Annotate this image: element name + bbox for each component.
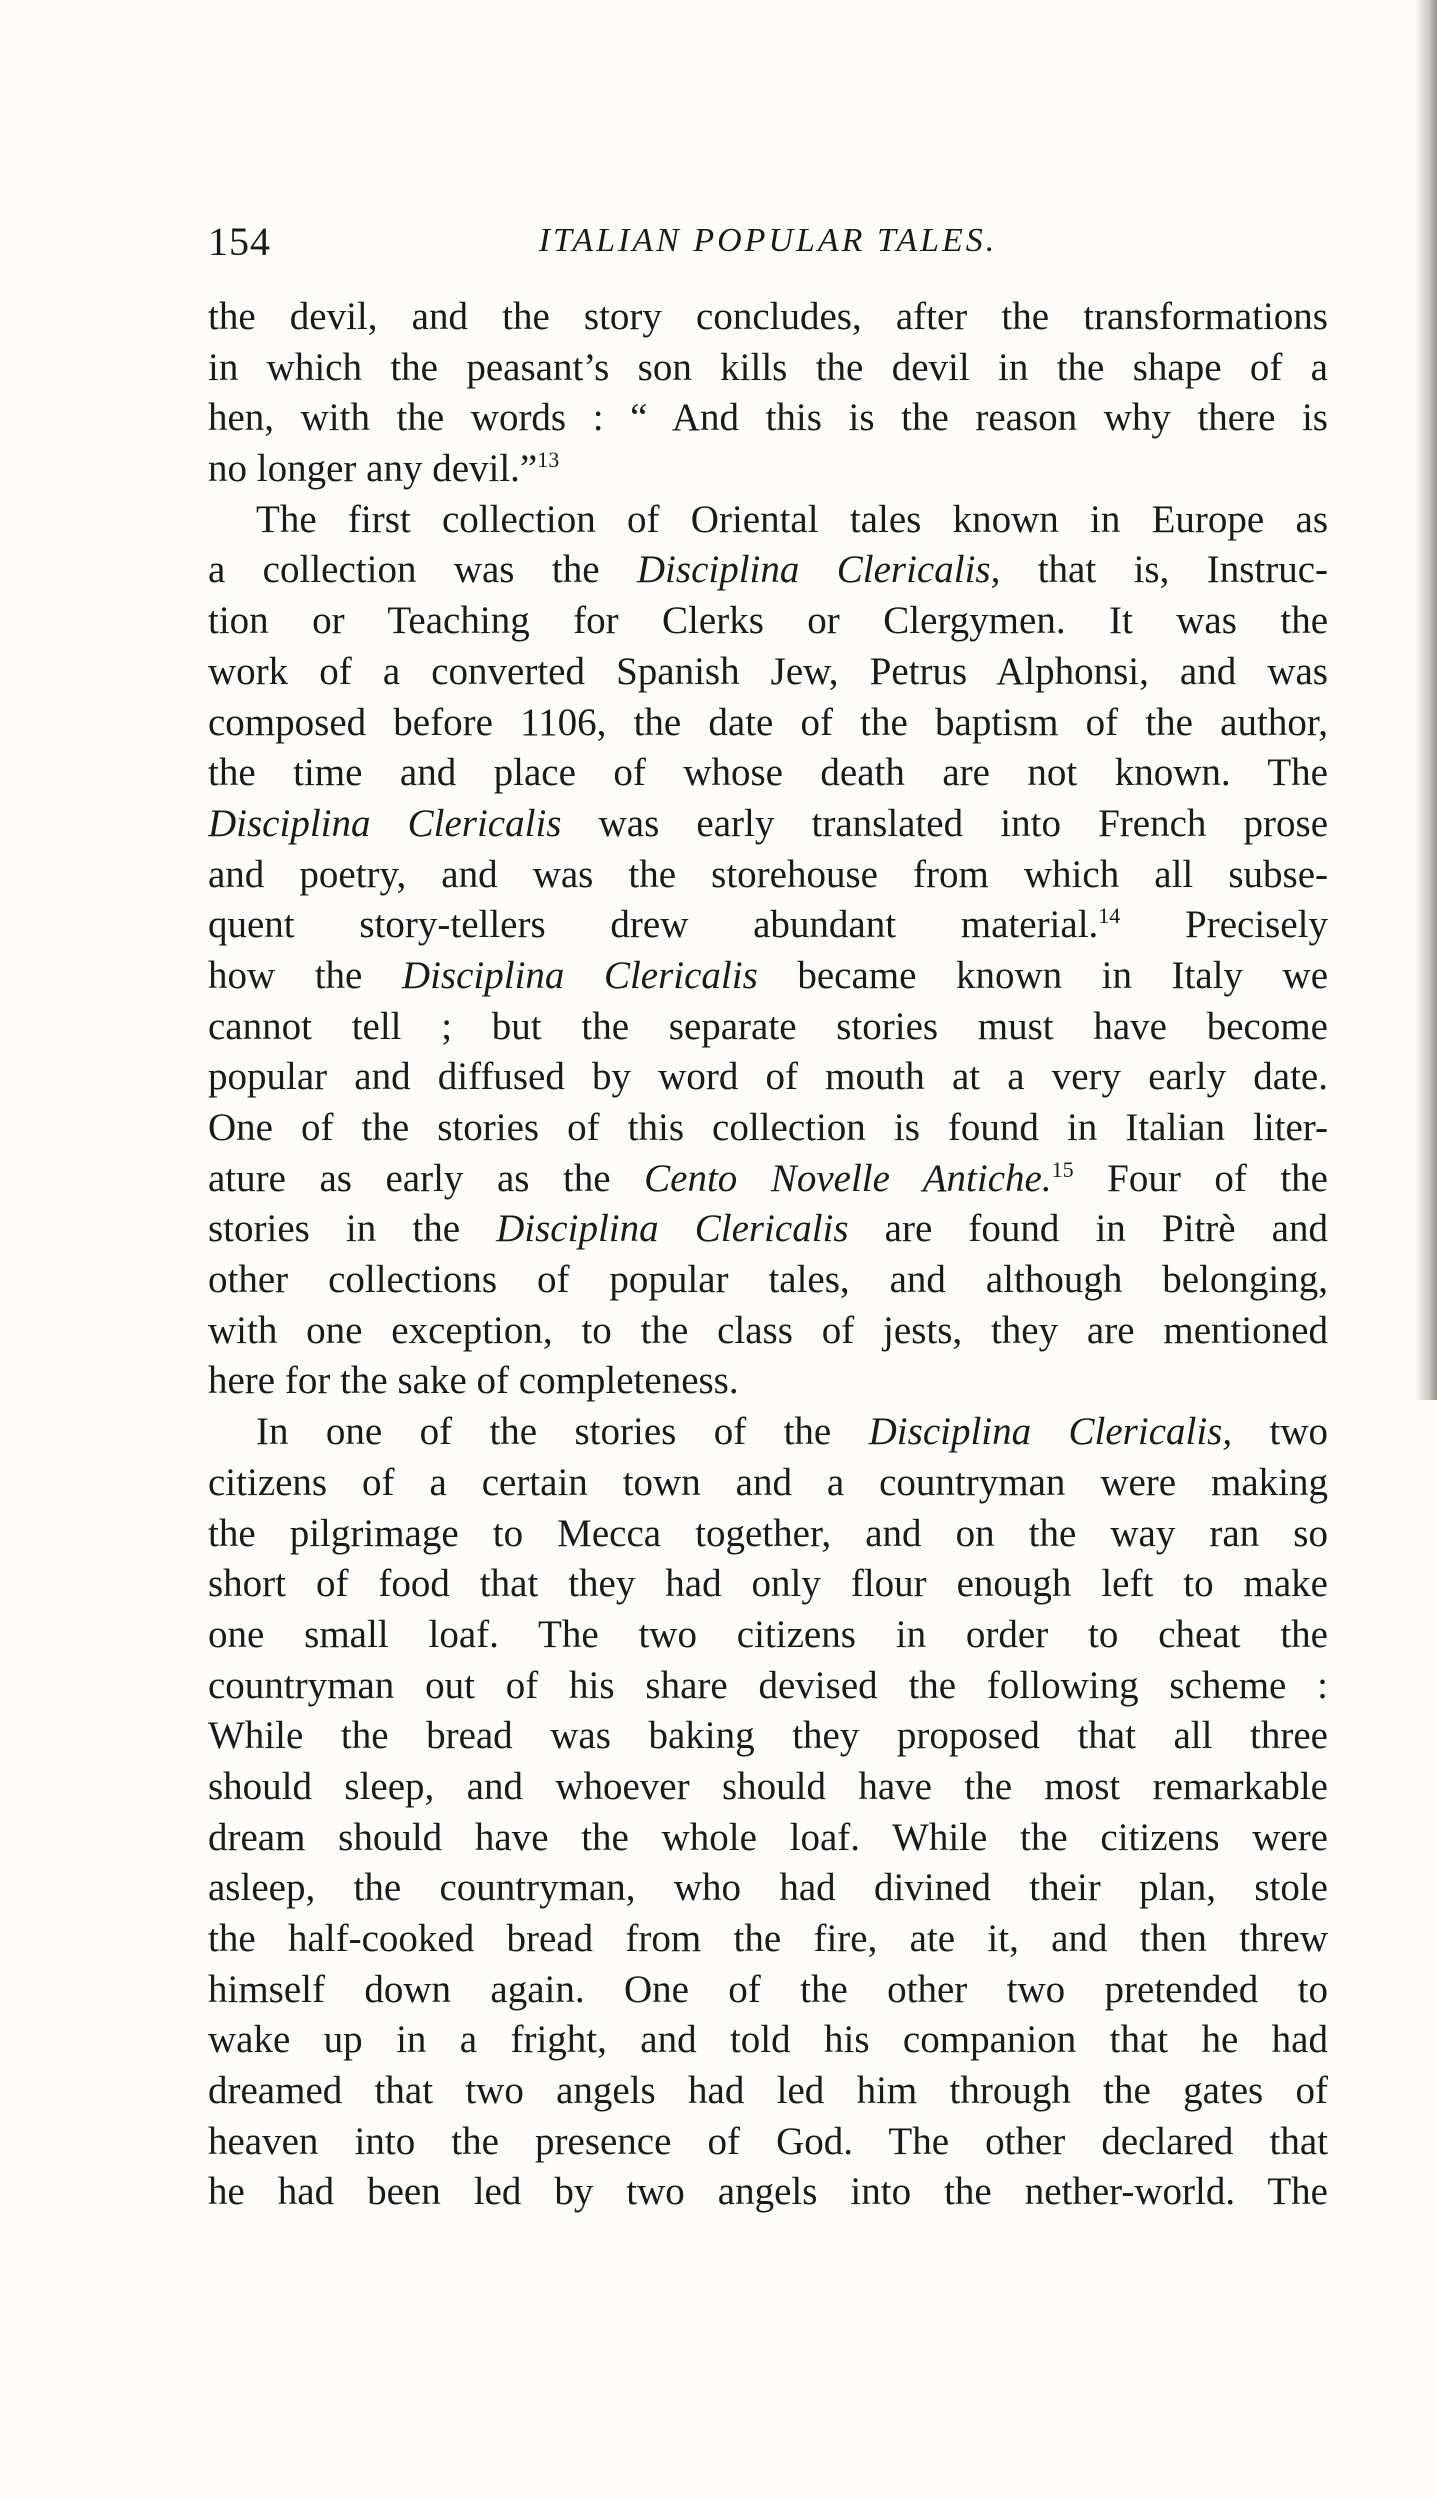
line-text: The first collection of Oriental tales known in Europe as bbox=[256, 497, 1328, 541]
line-text: heaven into the presence of God. The other declared that bbox=[208, 2119, 1328, 2163]
line-text-end: was early translated into French prose bbox=[561, 801, 1328, 845]
footnote-marker: 13 bbox=[537, 447, 560, 473]
text-line bbox=[208, 545, 1328, 596]
running-title: ITALIAN POPULAR TALES. bbox=[538, 222, 998, 259]
footnote-marker: 15 bbox=[1051, 1156, 1074, 1182]
text-line bbox=[208, 951, 1328, 1002]
line-text-start: ature as early as the bbox=[208, 1156, 645, 1200]
text-line bbox=[208, 1154, 1328, 1205]
text-line bbox=[208, 393, 1328, 444]
text-line bbox=[208, 444, 1328, 495]
line-text-end: that is, Instruc- bbox=[1000, 548, 1328, 592]
line-text-end: Precisely bbox=[1120, 903, 1328, 947]
line-text: tion or Teaching for Clerks or Clergymen. It was the bbox=[208, 599, 1328, 643]
line-text: with one exception, to the class of jests, they are mentioned bbox=[208, 1308, 1328, 1352]
line-text-end: are found in Pitrè and bbox=[848, 1207, 1328, 1251]
text-line bbox=[208, 1509, 1328, 1560]
text-line bbox=[208, 1965, 1328, 2016]
line-text: cannot tell ; but the separate stories must have become bbox=[208, 1004, 1328, 1048]
line-text: one small loaf. The two citizens in order to cheat the bbox=[208, 1612, 1328, 1656]
text-line bbox=[208, 1204, 1328, 1255]
line-text: himself down again. One of the other two pretended to bbox=[208, 1967, 1328, 2011]
text-line bbox=[208, 698, 1328, 749]
page-header bbox=[208, 218, 1328, 278]
text-line bbox=[208, 1002, 1328, 1053]
text-line bbox=[208, 343, 1328, 394]
italic-title: Disciplina Clericalis bbox=[401, 953, 758, 997]
body-text bbox=[208, 292, 1328, 2218]
text-line bbox=[208, 2066, 1328, 2117]
line-text: he had been led by two angels into the nether-world. The bbox=[208, 2170, 1328, 2214]
text-line bbox=[208, 1914, 1328, 1965]
text-line bbox=[208, 1762, 1328, 1813]
line-text-start: quent story-tellers drew abundant material. bbox=[208, 903, 1099, 947]
text-line bbox=[208, 495, 1328, 546]
line-text: in which the peasant’s son kills the devil in the shape of a bbox=[208, 345, 1328, 389]
line-text: composed before 1106, the date of the baptism of the author, bbox=[208, 700, 1328, 744]
line-text: the devil, and the story concludes, after the transformations bbox=[208, 295, 1328, 338]
italic-title: Disciplina Clericalis, bbox=[868, 1410, 1233, 1454]
line-text-start: a collection was the bbox=[208, 548, 637, 592]
line-text: One of the stories of this collection is found in Italian liter- bbox=[208, 1106, 1328, 1149]
text-line bbox=[208, 900, 1328, 951]
page-edge-shadow bbox=[1415, 0, 1437, 1400]
text-line bbox=[208, 1610, 1328, 1661]
line-text-end: two bbox=[1232, 1410, 1328, 1454]
line-text: other collections of popular tales, and although belonging, bbox=[208, 1258, 1328, 1302]
text-line bbox=[208, 1407, 1328, 1458]
footnote-marker: 14 bbox=[1098, 903, 1121, 929]
line-text: work of a converted Spanish Jew, Petrus Alphonsi, and was bbox=[208, 649, 1328, 693]
italic-title: Disciplina Clericalis bbox=[496, 1207, 849, 1251]
line-text: the pilgrimage to Mecca together, and on the way ran so bbox=[208, 1511, 1328, 1555]
line-text: popular and diffused by word of mouth at a very early date. bbox=[208, 1055, 1328, 1099]
line-text-end: became known in Italy we bbox=[757, 953, 1328, 997]
italic-title: Disciplina Clericalis, bbox=[636, 548, 1001, 592]
text-line bbox=[208, 850, 1328, 901]
line-text-end: Four of the bbox=[1073, 1156, 1328, 1200]
text-line bbox=[208, 292, 1328, 343]
text-line bbox=[208, 1559, 1328, 1610]
line-text-start: In one of the stories of the bbox=[256, 1410, 869, 1454]
line-text: dreamed that two angels had led him through the gates of bbox=[208, 2069, 1328, 2113]
text-line bbox=[208, 1103, 1328, 1154]
line-text: hen, with the words : “ And this is the reason why there is bbox=[208, 396, 1328, 440]
italic-title: Disciplina Clericalis bbox=[208, 801, 562, 845]
text-line bbox=[208, 1863, 1328, 1914]
line-text: and poetry, and was the storehouse from which all subse- bbox=[208, 852, 1328, 896]
line-text: short of food that they had only flour enough left to make bbox=[208, 1562, 1328, 1606]
line-text: no longer any devil.” bbox=[208, 447, 538, 491]
text-line bbox=[208, 1255, 1328, 1306]
line-text: dream should have the whole loaf. While the citizens were bbox=[208, 1815, 1328, 1859]
text-line bbox=[208, 748, 1328, 799]
line-text: citizens of a certain town and a countryman were making bbox=[208, 1460, 1328, 1504]
text-line bbox=[208, 1052, 1328, 1103]
text-line bbox=[208, 1661, 1328, 1712]
text-line bbox=[208, 2117, 1328, 2168]
text-line bbox=[208, 2167, 1328, 2218]
text-line bbox=[208, 596, 1328, 647]
line-text-start: how the bbox=[208, 953, 402, 997]
line-text: should sleep, and whoever should have the most remarkable bbox=[208, 1764, 1328, 1808]
line-text: here for the sake of completeness. bbox=[208, 1359, 739, 1403]
line-text-start: stories in the bbox=[208, 1207, 497, 1251]
line-text: asleep, the countryman, who had divined their plan, stole bbox=[208, 1866, 1328, 1910]
text-line bbox=[208, 1356, 1328, 1407]
line-text: countryman out of his share devised the following scheme : bbox=[208, 1663, 1328, 1707]
italic-title: Cento Novelle Antiche. bbox=[644, 1156, 1052, 1200]
text-line bbox=[208, 799, 1328, 850]
line-text: While the bread was baking they proposed that all three bbox=[208, 1714, 1328, 1758]
page-number: 154 bbox=[208, 219, 271, 264]
text-line bbox=[208, 1711, 1328, 1762]
line-text: the half-cooked bread from the fire, ate it, and then threw bbox=[208, 1917, 1328, 1960]
line-text: the time and place of whose death are not known. The bbox=[208, 751, 1328, 795]
line-text: wake up in a fright, and told his companion that he had bbox=[208, 2018, 1328, 2062]
text-line bbox=[208, 1306, 1328, 1357]
text-line bbox=[208, 2015, 1328, 2066]
text-line bbox=[208, 1458, 1328, 1509]
text-line bbox=[208, 1813, 1328, 1864]
text-line bbox=[208, 647, 1328, 698]
